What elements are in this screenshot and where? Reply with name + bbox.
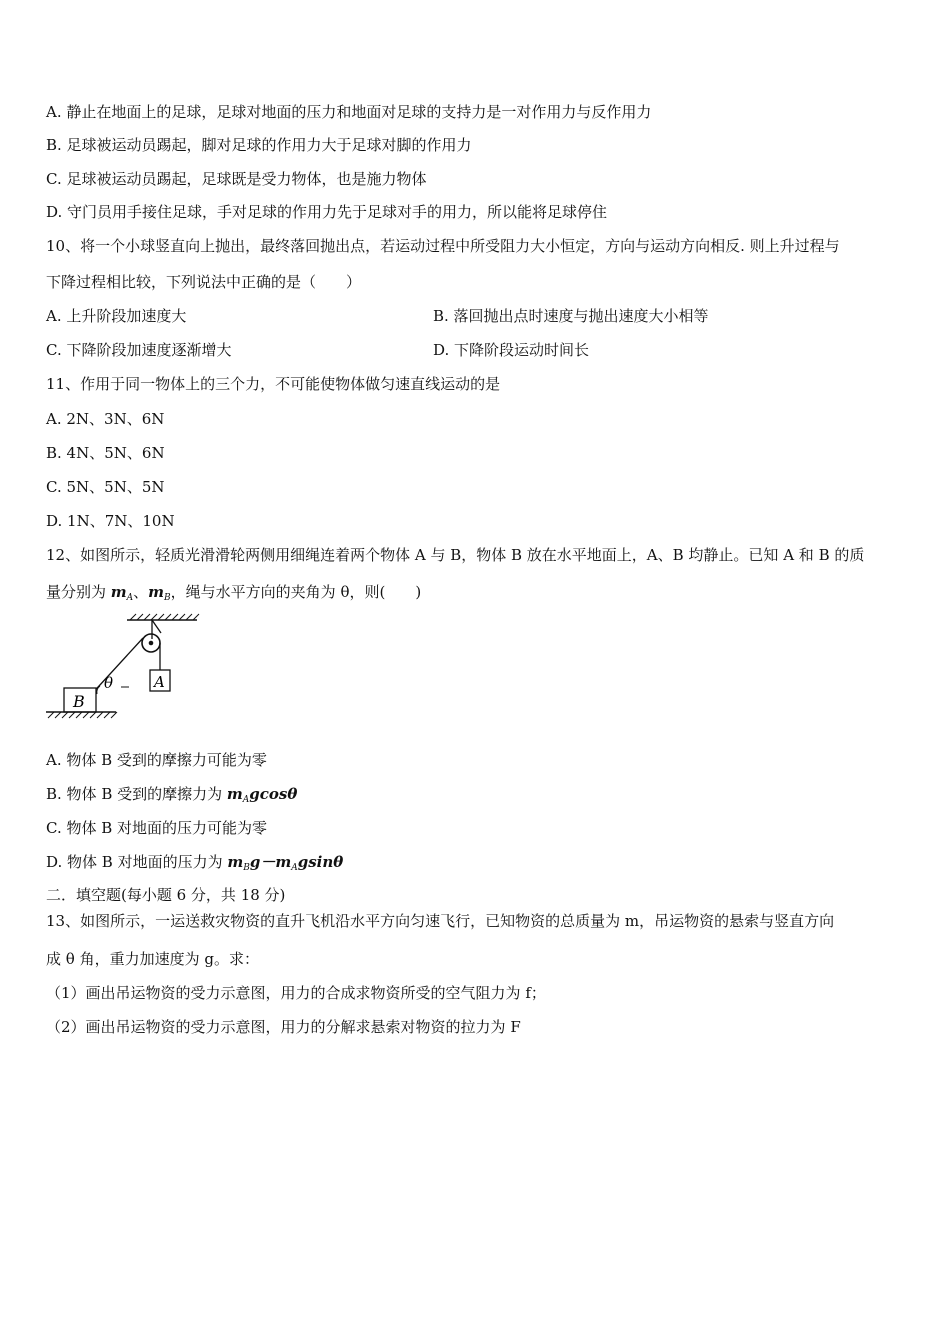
q13-stem-line1: 13、如图所示，一运送救灾物资的直升飞机沿水平方向匀速飞行，已知物资的总质量为 m，吊运物资的悬索与竖直方向	[46, 912, 835, 930]
q10-option-d: D. 下降阶段运动时间长	[433, 341, 590, 359]
q13-stem-line2: 成 θ 角，重力加速度为 g。求：	[46, 950, 259, 968]
q10-stem-line2: 下降过程相比较，下列说法中正确的是（ ）	[46, 273, 362, 291]
q12-option-d-text: D. 物体 B 对地面的压力为	[46, 853, 228, 871]
q12-option-d-formula-end: gsinθ	[297, 853, 344, 871]
q12-option-d-formula-mid: g－	[249, 853, 276, 871]
q9-option-c: C. 足球被运动员踢起，足球既是受力物体，也是施力物体	[46, 170, 427, 188]
mass-symbol: m	[110, 583, 127, 601]
mass-subscript-b: B	[164, 593, 171, 603]
mass-symbol: m	[227, 853, 244, 871]
q12-stem-line2	[46, 582, 421, 608]
q9-option-a: A. 静止在地面上的足球，足球对地面的压力和地面对足球的支持力是一对作用力与反作用力	[46, 103, 652, 121]
q11-option-d: D. 1N、7N、10N	[46, 512, 175, 530]
mass-subscript-a: A	[126, 593, 134, 603]
q12-option-d	[46, 852, 343, 878]
mass-symbol: m	[275, 853, 292, 871]
q10-option-c: C. 下降阶段加速度逐渐增大	[46, 341, 232, 359]
section-heading: 二．填空题(每小题 6 分，共 18 分)	[46, 886, 286, 904]
block-a-label: A	[154, 673, 165, 691]
q13-part2: （2）画出吊运物资的受力示意图，用力的分解求悬索对物资的拉力为 F	[46, 1018, 521, 1036]
q10-option-a: A. 上升阶段加速度大	[46, 307, 187, 325]
q12-option-b-text: B. 物体 B 受到的摩擦力为	[46, 785, 227, 803]
q10-stem-line1: 10、将一个小球竖直向上抛出，最终落回抛出点，若运动过程中所受阻力大小恒定，方向与运动方向相反. 则上升过程与	[46, 237, 840, 255]
mass-subscript-a: A	[291, 863, 298, 873]
q12-stem-line1: 12、如图所示，轻质光滑滑轮两侧用细绳连着两个物体 A 与 B，物体 B 放在水平地面上，A、B 均静止。已知 A 和 B 的质	[46, 546, 865, 564]
q9-option-d: D. 守门员用手接住足球，手对足球的作用力先于足球对手的用力，所以能将足球停住	[46, 203, 608, 221]
q11-option-c: C. 5N、5N、5N	[46, 478, 165, 496]
separator: 、	[133, 583, 149, 601]
mass-subscript-b: B	[243, 863, 250, 873]
q12-option-b-formula: gcosθ	[249, 785, 298, 803]
block-b-label: B	[73, 692, 85, 711]
q12-stem-prefix: 量分别为	[46, 583, 111, 601]
q12-option-b	[46, 784, 297, 810]
angle-theta-label: θ	[104, 674, 114, 692]
q12-option-a: A. 物体 B 受到的摩擦力可能为零	[46, 751, 267, 769]
mass-symbol: m	[226, 785, 243, 803]
q9-option-b: B. 足球被运动员踢起，脚对足球的作用力大于足球对脚的作用力	[46, 136, 472, 154]
q12-stem-suffix: ，绳与水平方向的夹角为 θ，则( )	[170, 583, 422, 601]
q10-option-b: B. 落回抛出点时速度与抛出速度大小相等	[433, 307, 709, 325]
q13-part1: （1）画出吊运物资的受力示意图，用力的合成求物资所受的空气阻力为 f；	[46, 984, 546, 1002]
q11-option-a: A. 2N、3N、6N	[46, 410, 165, 428]
q11-option-b: B. 4N、5N、6N	[46, 444, 165, 462]
q11-stem: 11、作用于同一物体上的三个力，不可能使物体做匀速直线运动的是	[46, 375, 501, 393]
mass-symbol: m	[148, 583, 165, 601]
q12-option-c: C. 物体 B 对地面的压力可能为零	[46, 819, 268, 837]
mass-subscript-a: A	[242, 795, 250, 805]
pulley-diagram	[44, 612, 214, 724]
